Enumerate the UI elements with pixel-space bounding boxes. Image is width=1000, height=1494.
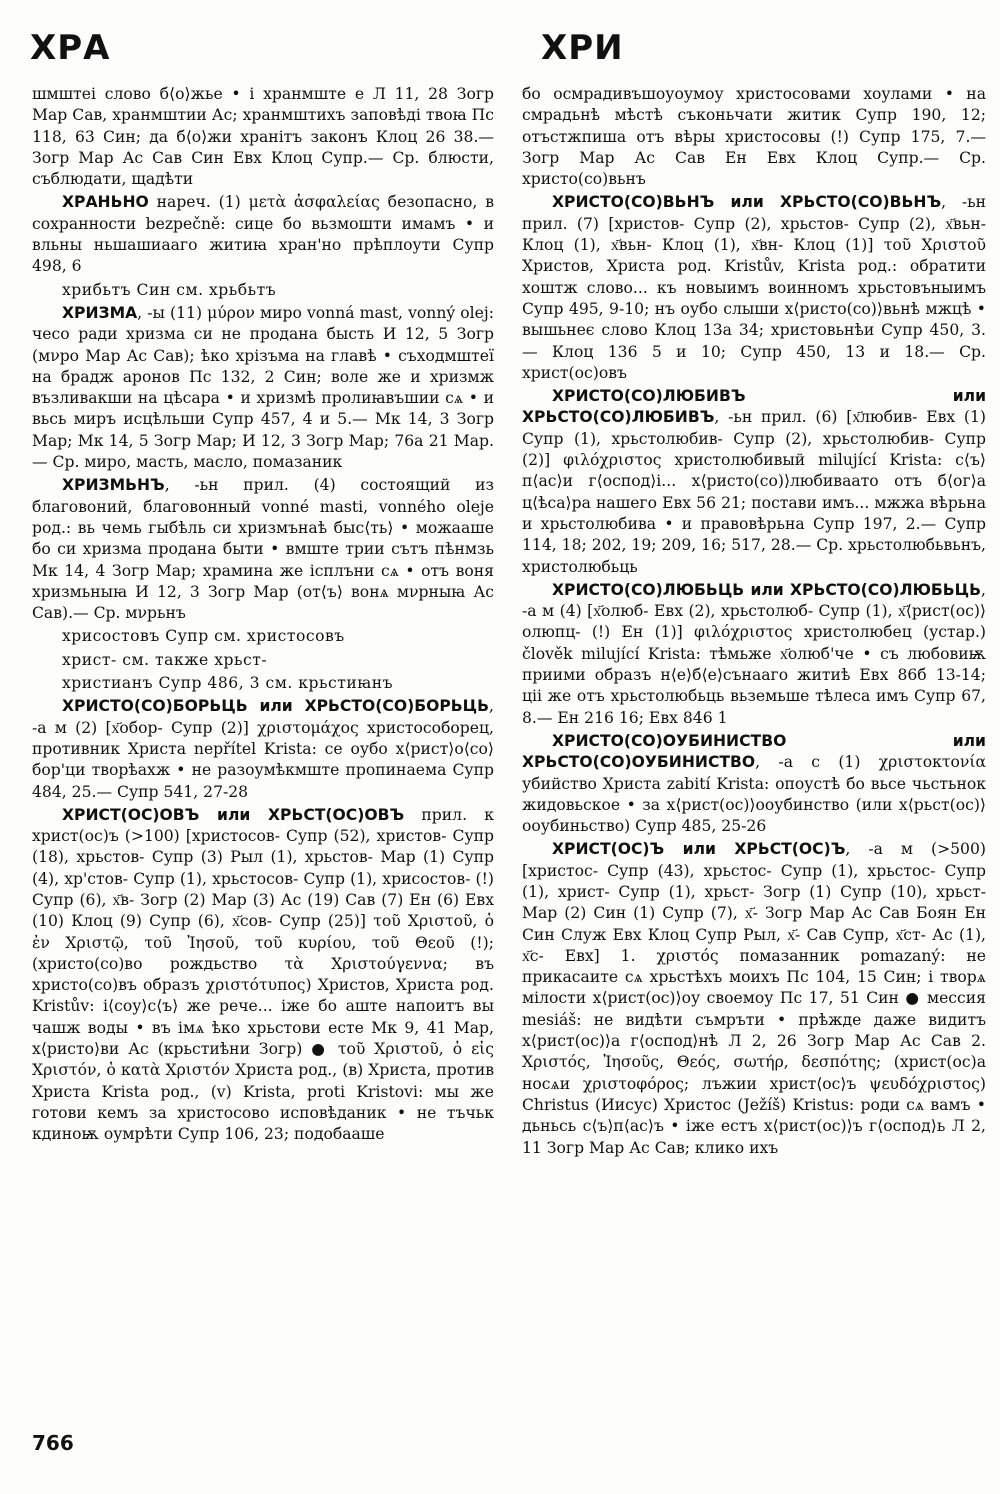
entry-text: , -ьн прил. (6) [х҃любив- Евх (1) Супр (1), хрьстолюбив- Супр (2), хрьстолюбив- Супр (2)] φιλόχριστος христолюбивый milující Krista: с⟨ъ⟩п⟨ас⟩и г⟨оспод⟩і... х⟨ристо(со)⟩любиваато отъ б⟨ог⟩а ц⟨ѣса⟩ра нашего Евх 56 21; постави имъ... мжжа вѣрьна и хрьстолюбива • и правовѣрьна Супр 197, 2.— Супр 114, 18; 202, 19; 209, 16; 517, 28.— Ср. хрьстолюбьвьнъ, христолюбьць [522,408,986,576]
dictionary-entry [32,805,494,1146]
entry-text: прил. к христ(ос)ъ (>100) [христосов- Супр (52), христов- Супр (18), хрьстов- Супр (3) Рыл (1), хрьстов- Мар (1) Супр (4), хр'стов- Супр (1), хрьстосов- Супр (1), хрисостов- (!) Супр (6), х҃в- Зогр (2) Мар (3) Ас (19) Сав (7) Ен (6) Евх (10) Клоц (9) Супр (6), х҃сов- Супр (25)] τοῦ Χριστοῦ, ὁ ἐν Χριστῷ, τοῦ Ἰησοῦ, τοῦ κυρίου, τοῦ Θεοῦ (!); (христо(со)во рождьство τὰ Χριστούγεννα; въ христо(со)въ образъ χριστότυπος) Христов, Христа род. Kristův: і⟨соу⟩с⟨ъ⟩ же рече... іже бо аште напоитъ вы чашж воды • въ імѧ ѣко хрьстови есте Мк 9, 41 Мар, х⟨ристо⟩ви Ас (крьстиѣни Зогр) ● τοῦ Χριστοῦ, ὁ εἰς Χριστόν, ὁ κατὰ Χριστόν Христа род., (в) Христа, против Христа Krista род., (v) Krista, proti Kristovi: мы же готови кемъ за христосово исповѣданик • не тъчьк кдиноѭ оумрѣти Супр 106, 23; подобааше [32,805,495,1144]
entry-headword: ХРИСТ(ОС)ОВЪ или ХРЬСТ(ОС)ОВЪ [62,805,405,824]
running-head-right: ХРИ [541,28,624,68]
entry-headword: ХРИЗМА [62,303,138,322]
cross-reference [32,280,494,301]
entry-text: бо осмрадивъшоуоумоу христосовами хоулами • на смрадьнѣ мѣстѣ съконьчати житик Супр 190, 12; отъстжпиша отъ вѣры христосовы (!) Супр 175, 7.— Зогр Мар Ас Сав Ен Евх Клоц Супр.— Ср. христо(со)вьнъ [522,85,986,189]
cross-reference [32,626,494,647]
dictionary-entry [32,303,494,473]
dictionary-entry [32,696,494,802]
dictionary-entry [522,731,986,837]
entry-headword: ХРИСТО(СО)БОРЬЦЬ или ХРЬСТО(СО)БОРЬЦЬ [62,697,490,716]
entry-headword: ХРИСТО(СО)ЛЮБИВЪ или ХРЬСТО(СО)ЛЮБИВЪ [522,387,986,427]
cross-reference [32,650,494,671]
entry-headword: ХРИСТО(СО)ЛЮБЬЦЬ или ХРЬСТО(СО)ЛЮБЬЦЬ [552,580,982,599]
dictionary-entry [522,386,986,578]
entry-text: хрибьтъ Син см. хрьбьтъ [62,280,277,299]
running-head-left: ХРА [30,28,111,68]
entry-headword: ХРИЗМЬНЪ [62,476,165,495]
entry-headword: ХРИСТО(СО)ОУБИНИСТВО или ХРЬСТО(СО)ОУБИНИСТВО [522,731,986,772]
dictionary-entry [32,84,494,190]
right-column [522,84,986,1161]
entry-text: , -а м (2) [х҃обор- Супр (2)] χριστομάχος христособорец, противник Христа nepřítel Krista: се оубо х⟨рист⟩о⟨со⟩бор'ци творѣахж • не разоумѣкмште пропинаема Супр 484, 25.— Супр 541, 27-28 [32,697,494,801]
entry-text: христианъ Супр 486, 3 см. крьстиꙗнъ [62,674,394,693]
entry-text: , -ьн прил. (7) [христов- Супр (2), хрьстов- Супр (2), х҃вьн- Клоц (1), х҃вьн- Клоц (1), х҃вн- Клоц (1)] τοῦ Χριστοῦ Христов, Христа род. Kristův, Krista род.: обратити хоштж слово... къ новыимъ воинномъ хрьстовъныимъ Супр 495, 9-10; нъ оубо слыши х⟨ристо(со)⟩вьнѣ мжцѣ • вышьнеє слово Клоц 13а 34; христовьнѣи Супр 450, 3.— Клоц 136 5 и 10; Супр 450, 13 и 18.— Ср. христ(ос)овъ [522,193,986,382]
left-column [32,84,494,1148]
entry-text: , -а с (1) χριστοκτονία убийство Христа zabití Krista: опоустѣ бо вьсе чьстьнок жидовьское • за х⟨рист(ос)⟩ооубинство (или х⟨рьст(ос)⟩ооубиньство) Супр 485, 25-26 [522,753,986,836]
entry-text: , -а м (>500) [христос- Супр (43), хрьстос- Супр (1), хрьстос- Супр (1), христ- Супр (1), хрьст- Зогр (1) Супр (10), хрьст- Мар (2) Син (1) Супр (7), х҃- Зогр Мар Ас Сав Боян Ен Син Служ Евх Клоц Супр Рыл, х҃- Сав Супр, х҃ст- Ас (1), х҃с- Евх] 1. χριστός помазанник pomazaný: не прикасаите сѧ хрьстѣхъ моихъ Пс 104, 15 Син; і творѧ мілости х⟨рист(ос)⟩оу своемоу Пс 17, 51 Син ● мессия mesiáš: не видѣти съмръти • прѣжде даже видитъ х⟨рист(ос)⟩а г⟨оспод⟩нѣ Л 2, 26 Зогр Мар Ас Сав 2. Χριστός, Ἰησοῦς, Θεός, σωτήρ, δεσπότης; (христ(ос)а носѧи χριστοφόρος; лъжии христ⟨ос⟩ъ ψευδόχριστος) Christus (Иисус) Христос (Ježíš) Kristus: роди сѧ вамъ • дьньсь с⟨ъ⟩п⟨ас⟩ъ • іже естъ х⟨рист(ос)⟩ъ г⟨оспод⟩ь Л 2, 11 Зогр Мар Ас Сав; клико ихъ [522,840,986,1157]
entry-text: христ- см. также хрьст- [62,650,268,669]
dictionary-entry [32,192,494,277]
entry-headword: ХРИСТО(СО)ВЬНЪ или ХРЬСТО(СО)ВЬНЪ [552,193,942,212]
dictionary-entry [522,580,986,729]
entry-text: хрисостовъ Супр см. христосовъ [62,627,345,646]
dictionary-entry [32,475,494,624]
entry-text: , -ьн прил. (4) состоящий из благовоний, благовонный vonné masti, vonného oleje род.: вь чемь гыбѣль си хризмънаѣ быс⟨ть⟩ • можааше бо си хризма продана быти • вмште трии сътъ пѣнмзь Мк 14, 4 Зогр Мар; храмина же ісплъни сѧ • отъ воня хризмьныꙗ И 12, 3 Зогр Мар (от⟨ъ⟩ вонѧ мνрныꙗ Ас Сав).— Ср. мνрьнъ [32,476,494,623]
dictionary-entry [522,84,986,190]
entry-text: нареч. (1) μετὰ ἀσφαλείας безопасно, в сохранности bezpečně: сице бо вьзмошти имамъ • и вльны ньшашиааго житиꙗ хран'но прѣплоути Супр 498, 6 [32,193,494,276]
page-number: 766 [32,1431,74,1455]
entry-text: , -ы (11) μύρον миро vonná mast, vonný olej: чесо ради хризма си не продана бысть И 12, 5 Зогр (мνро Мар Ас Сав); ѣко хрізъма на главѣ • съходмштеї на брадж аронов Пс 132, 2 Син; воле же и хризмж възливакши на цѣсара • и хризмѣ пролиꙗвъшии сѧ • и вьсь миръ исцѣльши Супр 457, 4 и 5.— Мк 14, 3 Зогр Мар; Мк 14, 5 Зогр Мар; И 12, 3 Зогр Мар; 76а 21 Мар.— Ср. миро, масть, масло, помазаник [32,303,494,472]
entry-headword: ХРАНЬНО [62,193,149,212]
dictionary-entry [522,192,986,384]
entry-text: шмштеі слово б⟨о⟩жье • і хранмште е Л 11, 28 Зогр Мар Сав, хранмштии Ас; хранмштихъ заповѣді твоꙗ Пс 118, 63 Син; да б⟨о⟩жи хранітъ законъ Клоц 26 38.— Зогр Мар Ас Сав Син Евх Клоц Супр.— Ср. блюсти, съблюдати, щадѣти [32,85,494,189]
dictionary-entry [522,839,986,1158]
cross-reference [32,673,494,694]
entry-text: , -а м (4) [х҃олюб- Евх (2), хрьстолюб- Супр (1), х҃⟨рист(ос)⟩олюпц- (!) Ен (1)] φιλόχριστος христолюбец (устар.) člověk milující Krista: тѣмьже х҃олюб'че • съ любовиѭ приими образъ н⟨е⟩б⟨е⟩сънааго житиѣ Евх 86б 13-14; ціі же отъ хрьстолюбьць вьземьше тѣлеса имъ Супр 67, 8.— Ен 216 16; Евх 846 1 [522,580,986,727]
entry-headword: ХРИСТ(ОС)Ъ или ХРЬСТ(ОС)Ъ [552,840,846,859]
